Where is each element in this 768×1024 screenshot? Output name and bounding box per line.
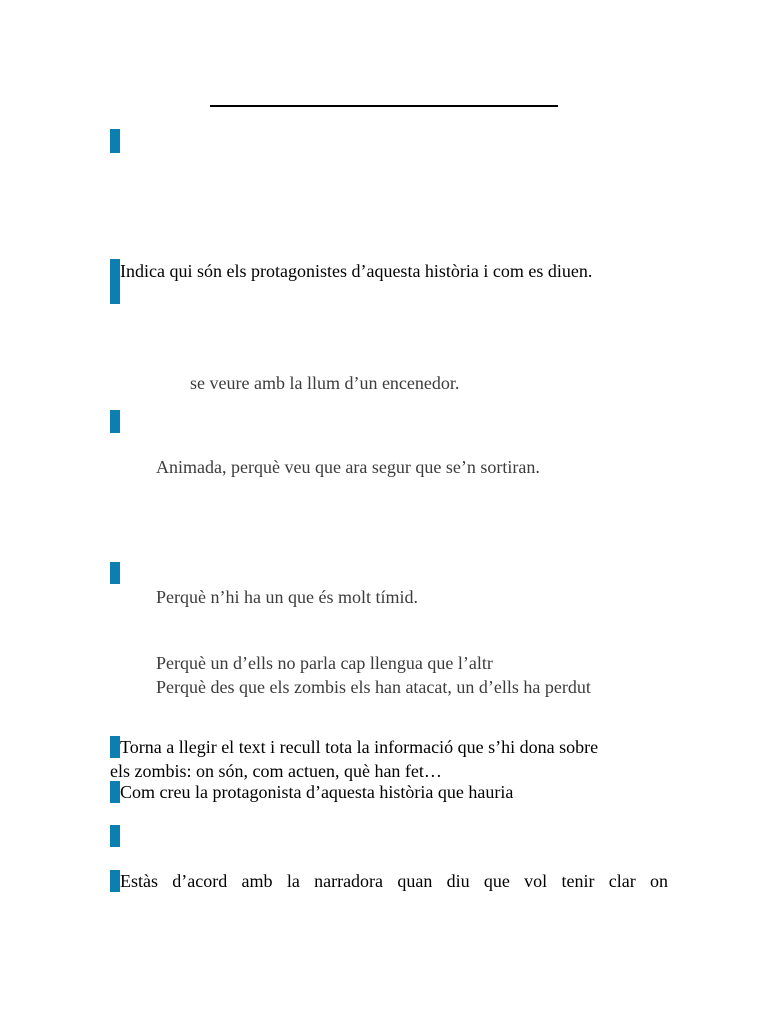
item-marker (110, 825, 120, 847)
title-blank-line (210, 105, 558, 107)
question-protagonists: Indica qui són els protagonistes d’aquesta història i com es diuen. (120, 261, 593, 281)
item-marker (110, 129, 120, 153)
item-marker (110, 781, 120, 803)
answer-mood: Animada, perquè veu que ara segur que se’n sortiran. (156, 457, 540, 477)
item-marker (110, 259, 120, 304)
item-marker (110, 736, 120, 758)
item-marker (110, 410, 120, 433)
item-marker (110, 870, 120, 892)
answer-light: se veure amb la llum d’un encenedor. (190, 373, 460, 393)
answer-shy: Perquè n’hi ha un que és molt tímid. (156, 587, 418, 607)
question-zombies-line1: Torna a llegir el text i recull tota la informació que s’hi dona sobre (120, 737, 599, 757)
answer-language: Perquè un d’ells no parla cap llengua que l’altr (156, 653, 493, 673)
question-agree: Estàs d’acord amb la narradora quan diu que vol tenir clar on (120, 871, 668, 891)
item-marker (110, 562, 120, 584)
answer-lost: Perquè des que els zombis els han atacat, un d’ells ha perdut (156, 677, 591, 697)
question-zombies-line2: els zombis: on són, com actuen, què han fet… (110, 761, 442, 781)
question-protagonist-should: Com creu la protagonista d’aquesta història que hauria (120, 782, 514, 802)
